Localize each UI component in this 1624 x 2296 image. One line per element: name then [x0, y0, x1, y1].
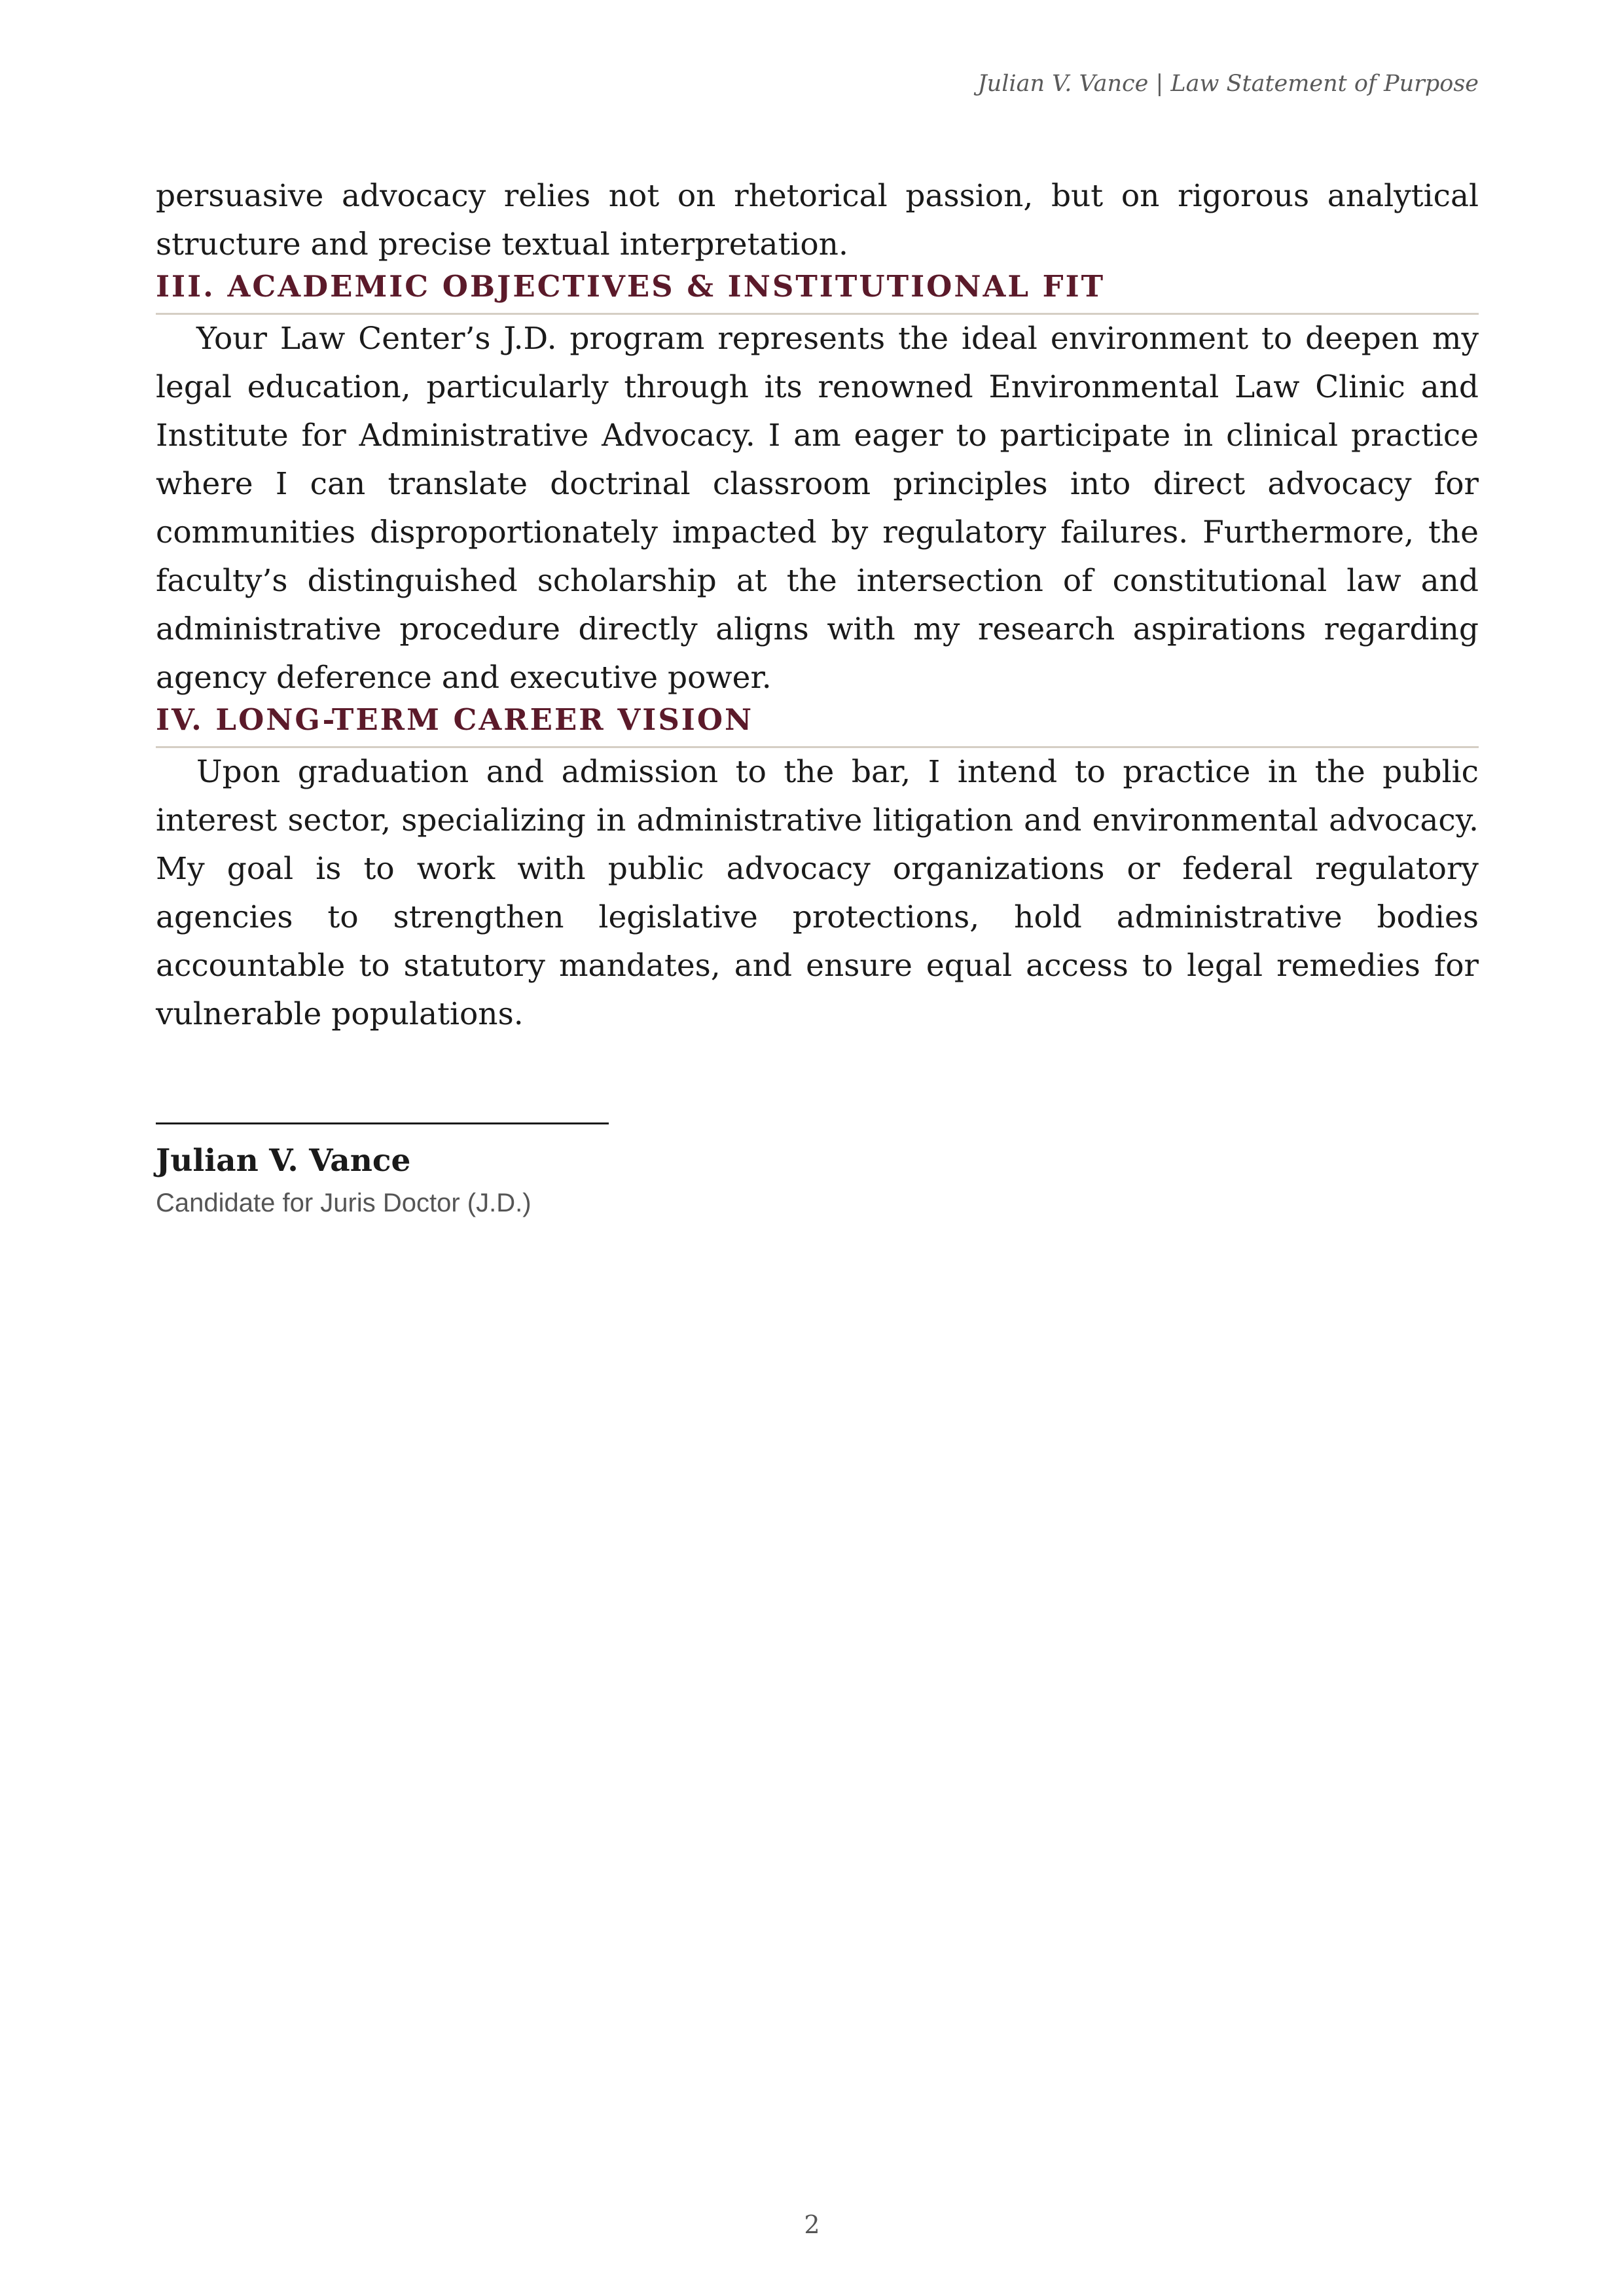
signature-title: Candidate for Juris Doctor (J.D.): [156, 1189, 532, 1217]
section-heading-career-vision: IV. LONG-TERM CAREER VISION: [156, 702, 1479, 748]
section-heading-academic-objectives: III. ACADEMIC OBJECTIVES & INSTITUTIONAL FIT: [156, 269, 1479, 315]
section-body-career-vision: Upon graduation and admission to the bar, I intend to practice in the public interest sector, specializing in administrative litigation and environmental advocacy. My goal is to work with public advocacy organizations or federal regulatory agencies to strengthen legislative protections, hold administrative bodies accountable to statutory mandates, and ensure equal access to legal remedies for vulnerable populations.: [156, 754, 1479, 1032]
signature-block: [156, 1122, 1479, 1219]
running-header: Julian V. Vance | Law Statement of Purpose: [977, 71, 1479, 97]
continuation-paragraph: persuasive advocacy relies not on rhetorical passion, but on rigorous analytical structure and precise textual interpretation.: [156, 178, 1479, 262]
signature-line: [156, 1122, 609, 1124]
signature-name: Julian V. Vance: [156, 1143, 411, 1179]
page-number: 2: [804, 2210, 820, 2239]
section-body-academic-objectives: Your Law Center’s J.D. program represents the ideal environment to deepen my legal education, particularly through its renowned Environmental Law Clinic and Institute for Administrative Advocacy. I am eager to participate in clinical practice where I can translate doctrinal classroom principles into direct advocacy for communities disproportionately impacted by regulatory failures. Furthermore, the faculty’s distinguished scholarship at the intersection of constitutional law and administrative procedure directly aligns with my research aspirations regarding agency deference and executive power.: [156, 321, 1479, 696]
document-body: [156, 172, 1479, 1219]
